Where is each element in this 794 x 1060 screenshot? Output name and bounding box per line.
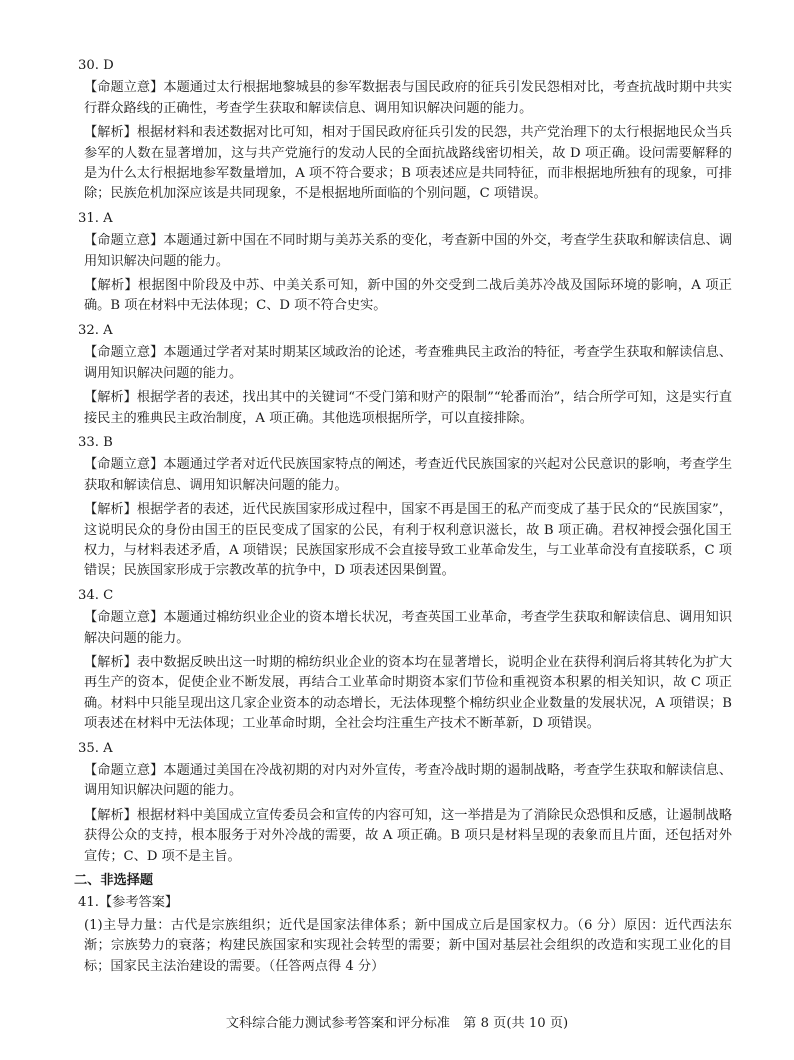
intent-text: 本题通过太行根据地黎城县的参军数据表与国民政府的征兵引发民怨相对比，考查抗战时期中共实行群众路线的正确性，考查学生获取和解读信息、调用知识解决问题的能力。 <box>84 80 733 116</box>
question-31 <box>74 209 732 317</box>
analysis-paragraph <box>74 653 732 735</box>
analysis-paragraph <box>74 276 732 317</box>
analysis-tag: 【解析】 <box>84 125 137 141</box>
intent-text: 本题通过新中国在不同时期与美苏关系的变化，考查新中国的外交，考查学生获取和解读信息、调用知识解决问题的能力。 <box>84 233 733 269</box>
question-number: 41. <box>78 895 99 911</box>
intent-text: 本题通过棉纺织业企业的资本增长状况，考查英国工业革命，考查学生获取和解读信息、调用知识解决问题的能力。 <box>84 610 733 646</box>
intent-paragraph <box>74 455 732 496</box>
question-33 <box>74 433 732 582</box>
reference-answer-tag: 【参考答案】 <box>98 895 179 911</box>
intent-tag: 【命题立意】 <box>84 80 164 96</box>
intent-text: 本题通过学者对某时期某区域政治的论述，考查雅典民主政治的特征，考查学生获取和解读信息、调用知识解决问题的能力。 <box>84 345 733 381</box>
intent-paragraph <box>74 761 732 802</box>
analysis-paragraph <box>74 123 732 205</box>
question-32 <box>74 321 732 429</box>
intent-paragraph <box>74 608 732 649</box>
page-content <box>74 56 732 977</box>
analysis-text: 根据图中阶段及中苏、中美关系可知，新中国的外交受到二战后美苏冷战及国际环境的影响，A 项正确。B 项在材料中无法体现；C、D 项不符合史实。 <box>84 278 732 314</box>
question-34 <box>74 586 732 735</box>
intent-paragraph <box>74 78 732 119</box>
intent-paragraph <box>74 231 732 272</box>
analysis-text: 根据材料中美国成立宣传委员会和宣传的内容可知，这一举措是为了消除民众恐惧和反感，让遏制战略获得公众的支持，根本服务于对外冷战的需要，故 A 项正确。B 项只是材料呈现的表象而且片面，还包括对外宣传；C、D 项不是主旨。 <box>84 807 733 864</box>
analysis-tag: 【解析】 <box>84 654 137 670</box>
question-number: 33. B <box>78 434 113 450</box>
intent-paragraph <box>74 343 732 384</box>
question-number: 34. C <box>78 587 114 603</box>
analysis-tag: 【解析】 <box>84 502 137 518</box>
analysis-text: 根据学者的表述，找出其中的关键词“不受门第和财产的限制”“轮番而治”，结合所学可知，这是实行直接民主的雅典民主政治制度，A 项正确。其他选项根据所学，可以直接排除。 <box>84 390 733 426</box>
question-35 <box>74 739 732 867</box>
question-number: 32. A <box>78 322 113 338</box>
answer-paragraph: (1)主导力量：古代是宗族组织；近代是国家法律体系；新中国成立后是国家权力。（6 分）原因：近代西法东渐；宗族势力的衰落；构建民族国家和实现社会转型的需要；新中国对基层社会组织的改造和实现工业化的目标；国家民主法治建设的需要。（任答两点得 4 分） <box>84 917 732 974</box>
analysis-text: 根据学者的表述，近代民族国家形成过程中，国家不再是国王的私产而变成了基于民众的“民族国家”，这说明民众的身份由国王的臣民变成了国家的公民，有利于权利意识滋长，故 B 项正确。君权神授会强化国王权力，与材料表述矛盾，A 项错误；民族国家形成不会直接导致工业革命发生，与工业革命没有直接联系，C 项错误；民族国家形成于宗教改革的抗争中，D 项表述因果倒置。 <box>84 502 732 579</box>
question-number: 35. A <box>78 740 113 756</box>
intent-tag: 【命题立意】 <box>84 610 164 626</box>
analysis-tag: 【解析】 <box>84 390 137 406</box>
analysis-paragraph <box>74 500 732 582</box>
question-41-header <box>78 893 732 913</box>
intent-tag: 【命题立意】 <box>84 233 164 249</box>
analysis-paragraph <box>74 806 732 867</box>
analysis-text: 表中数据反映出这一时期的棉纺织业企业的资本均在显著增长，说明企业在获得利润后将其转化为扩大再生产的资本，促使企业不断发展，再结合工业革命时期资本家们节俭和重视资本积累的相关知识，故 C 项正确。材料中只能呈现出这几家企业资本的动态增长，无法体现整个棉纺织业企业数量的发展状况，A 项错误；B 项表述在材料中无法体现；工业革命时期，全社会均注重生产技术不断革新，D 项错误。 <box>84 654 733 732</box>
intent-text: 本题通过学者对近代民族国家特点的阐述，考查近代民族国家的兴起对公民意识的影响，考查学生获取和解读信息、调用知识解决问题的能力。 <box>84 457 733 493</box>
analysis-text: 根据材料和表述数据对比可知，相对于国民政府征兵引发的民怨，共产党治理下的太行根据地民众当兵参军的人数在显著增加，这与共产党施行的发动人民的全面抗战路线密切相关，故 D 项正确。设问需要解释的是为什么太行根据地参军数量增加，A 项不符合要求；B 项表述应是共同特征，而非根据地所独有的现象，可排除；民族危机加深应该是共同现象，不是根据地所面临的个别问题，C 项错误。 <box>84 125 733 202</box>
analysis-tag: 【解析】 <box>84 807 137 823</box>
analysis-paragraph <box>74 388 732 429</box>
question-number: 30. D <box>78 58 114 73</box>
page-footer: 文科综合能力测试参考答案和评分标准 第 8 页(共 10 页) <box>225 1016 569 1031</box>
section-title: 二、非选择题 <box>74 873 154 889</box>
intent-tag: 【命题立意】 <box>84 345 164 361</box>
section-non-choice <box>74 871 732 977</box>
analysis-tag: 【解析】 <box>84 278 138 294</box>
question-30 <box>74 56 732 205</box>
intent-text: 本题通过美国在冷战初期的对内对外宣传，考查冷战时期的遏制战略，考查学生获取和解读信息、调用知识解决问题的能力。 <box>84 763 733 799</box>
intent-tag: 【命题立意】 <box>84 457 164 473</box>
question-number: 31. A <box>78 210 113 226</box>
intent-tag: 【命题立意】 <box>84 763 164 778</box>
